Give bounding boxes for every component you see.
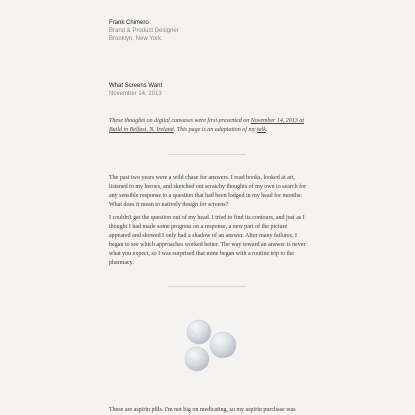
body-paragraph: These are aspirin pills. I'm not big on medicating, so my aspirin purchase was <box>109 407 296 413</box>
aspirin-pills-illustration <box>183 318 239 374</box>
section-divider <box>168 286 246 287</box>
section-divider <box>168 154 246 155</box>
author-block <box>109 19 179 43</box>
author-location: Brooklyn, New York <box>109 36 162 42</box>
author-role: Brand & Product Designer <box>109 28 179 34</box>
article-header <box>109 82 162 98</box>
intro-note <box>109 117 309 135</box>
intro-text-end: . <box>265 127 268 133</box>
intro-text-before: These thoughts on digital canvases were first presented on <box>109 118 251 124</box>
pill <box>210 332 236 358</box>
article-title: What Screens Want <box>109 83 163 89</box>
talk-link[interactable]: talk <box>256 127 266 133</box>
intro-text-after: . This page is an adaptation of my <box>173 127 257 133</box>
pill <box>185 347 209 371</box>
body-paragraph: I couldn't get the question out of my head. I tried to find its contours, and just as I thought I had made some progress on a response, a new part of the picture appeared and showed I only had a shadow of an answer. After many failures, I began to see which approaches worked better. The way toward an answer is never what you expect, so I was surprised that mine began with a routine trip to the pharmacy. <box>109 215 306 266</box>
author-name[interactable]: Frank Chimero <box>109 20 149 26</box>
body-paragraph: The past two years were a wild chase for answers. I read books, looked at art, listened to my heroes, and sketched out scratchy thoughts of my own to search for any sensible response to a question that had been lodged in my head for months: What does it mean to natively design for screens? <box>109 175 307 208</box>
event-link[interactable]: November 14, 2013 at Build in Belfast, N. Ireland <box>109 118 305 133</box>
pill <box>187 320 211 344</box>
article-date: November 14, 2013 <box>109 91 162 97</box>
